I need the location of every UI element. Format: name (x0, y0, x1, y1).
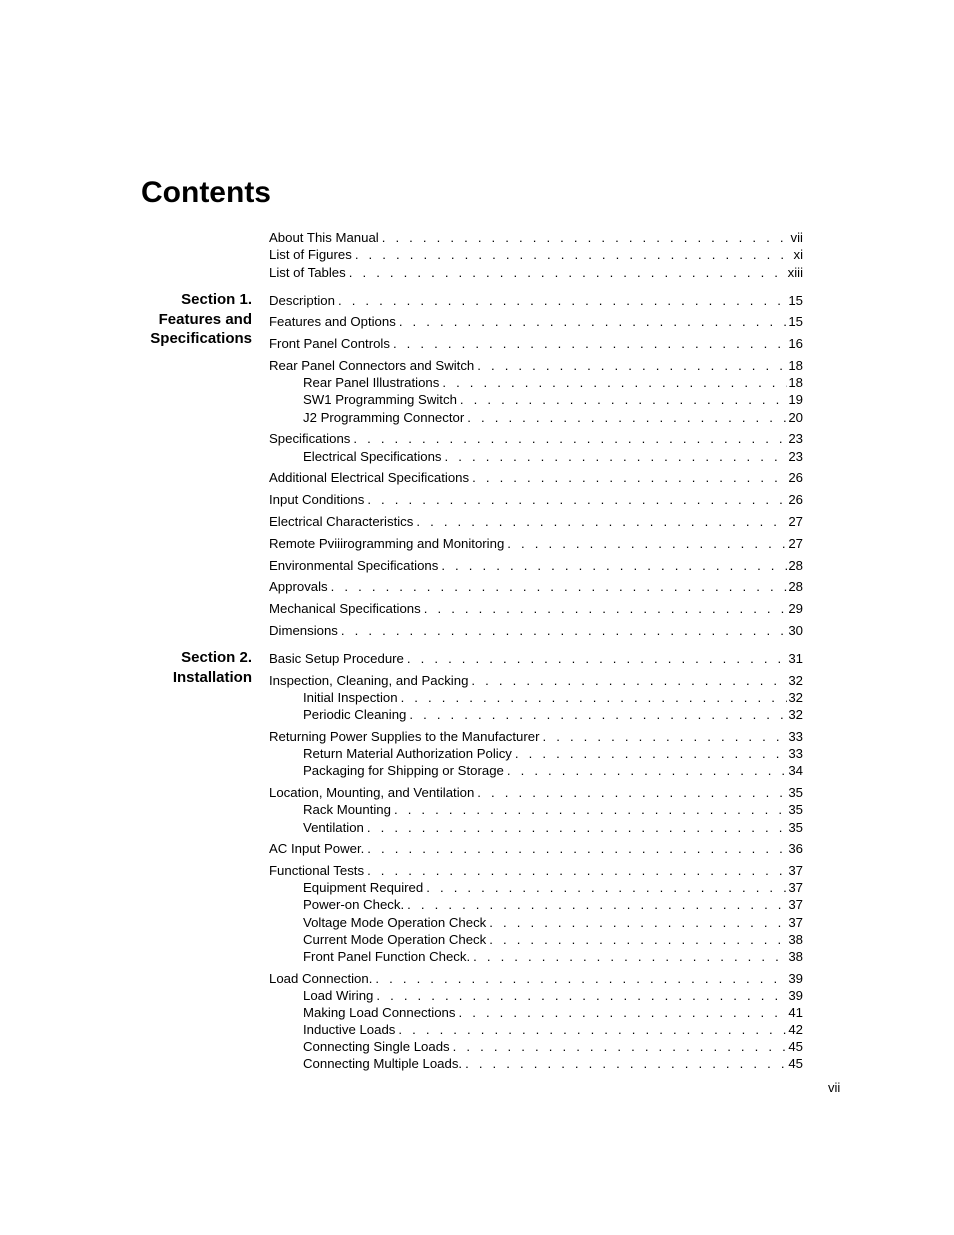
toc-leader-dots (507, 535, 787, 552)
toc-entry-list-of-figures[interactable] (269, 246, 803, 263)
toc-leader-dots (453, 1038, 788, 1055)
toc-entry-page: 34 (788, 763, 803, 778)
toc-entry-page: 41 (788, 1005, 803, 1020)
toc-entry-page: 33 (788, 729, 803, 744)
toc-entry-page: 42 (788, 1022, 803, 1037)
toc-leader-dots (416, 513, 787, 530)
toc-leader-dots (477, 784, 787, 801)
toc-leader-dots (398, 1021, 787, 1038)
toc-entry-label: Rear Panel Illustrations (303, 375, 440, 390)
toc-subentry-current-mode-operation-check[interactable] (303, 931, 803, 948)
toc-entry-page: 35 (788, 785, 803, 800)
toc-leader-dots (353, 430, 787, 447)
toc-entry-page: 39 (788, 971, 803, 986)
toc-entry-label: Front Panel Function Check. (303, 949, 471, 964)
section-1-title-line1: Features and (158, 310, 252, 328)
toc-entry-label: Basic Setup Procedure (269, 651, 404, 666)
toc-entry-page: 39 (788, 988, 803, 1003)
toc-entry-page: 33 (788, 746, 803, 761)
toc-entry-label: List of Figures (269, 247, 352, 262)
toc-subentry-front-panel-function-check[interactable] (303, 948, 803, 965)
toc-entry-page: 26 (788, 470, 803, 485)
toc-subentry-ventilation[interactable] (303, 819, 803, 836)
toc-entry-label: List of Tables (269, 265, 346, 280)
toc-leader-dots (515, 745, 787, 762)
toc-leader-dots (376, 987, 787, 1004)
toc-entry-page: 31 (788, 651, 803, 666)
toc-entry-page: 37 (788, 897, 803, 912)
toc-subentry-return-material-authorization[interactable] (303, 745, 803, 762)
toc-entry-front-panel-controls[interactable] (269, 335, 803, 352)
toc-entry-label: About This Manual (269, 230, 379, 245)
toc-entry-page: 35 (788, 820, 803, 835)
toc-entry-page: xiii (787, 265, 803, 280)
toc-leader-dots (442, 374, 787, 391)
toc-entry-page: 15 (788, 293, 803, 308)
section-1-title-line2: Specifications (150, 330, 252, 347)
toc-leader-dots (399, 313, 788, 330)
toc-entry-additional-electrical-specifications[interactable] (269, 469, 803, 486)
toc-entry-label: Rear Panel Connectors and Switch (269, 358, 475, 373)
toc-leader-dots (375, 970, 787, 987)
toc-entry-page: 45 (788, 1039, 803, 1054)
toc-entry-label: Functional Tests (269, 863, 365, 878)
toc-entry-mechanical-specifications[interactable] (269, 600, 803, 617)
toc-entry-page: 35 (788, 802, 803, 817)
toc-entry-functional-tests[interactable] (269, 862, 803, 879)
toc-entry-page: vii (790, 230, 803, 245)
toc-entry-approvals[interactable] (269, 578, 803, 595)
toc-entry-page: 32 (788, 673, 803, 688)
toc-leader-dots (465, 1055, 787, 1072)
toc-entry-label: AC Input Power. (269, 841, 365, 856)
toc-leader-dots (401, 689, 788, 706)
toc-entry-dimensions[interactable] (269, 622, 803, 639)
toc-entry-features-and-options[interactable] (269, 313, 803, 330)
toc-subentry-sw1-programming-switch[interactable] (303, 391, 803, 408)
toc-entry-page: 37 (788, 863, 803, 878)
toc-entry-page: 19 (788, 392, 803, 407)
toc-entry-label: Inspection, Cleaning, and Packing (269, 673, 469, 688)
toc-subentry-equipment-required[interactable] (303, 879, 803, 896)
toc-subentry-making-load-connections[interactable] (303, 1004, 803, 1021)
toc-entry-page: 38 (788, 949, 803, 964)
toc-entry-returning-power-supplies[interactable] (269, 728, 803, 745)
toc-entry-label: Remote Pviiirogramming and Monitoring (269, 536, 505, 551)
toc-entry-label: Load Connection. (269, 971, 373, 986)
toc-entry-page: 23 (788, 449, 803, 464)
section-2-title-line1: Installation (172, 668, 252, 686)
toc-entry-list-of-tables[interactable] (269, 264, 803, 281)
toc-entry-page: 16 (788, 336, 803, 351)
toc-leader-dots (445, 448, 788, 465)
toc-entry-label: Electrical Characteristics (269, 514, 414, 529)
section-1-heading (150, 290, 252, 349)
toc-entry-page: 45 (788, 1056, 803, 1071)
toc-leader-dots (367, 862, 787, 879)
section-2-number: Section 2. (181, 649, 252, 666)
toc-leader-dots (489, 914, 787, 931)
toc-leader-dots (341, 622, 787, 639)
toc-entry-label: Rack Mounting (303, 802, 391, 817)
toc-entry-ac-input-power[interactable] (269, 840, 803, 857)
toc-entry-label: Power-on Check. (303, 897, 405, 912)
toc-leader-dots (367, 819, 787, 836)
toc-leader-dots (393, 335, 787, 352)
toc-entry-page: 38 (788, 932, 803, 947)
toc-subentry-initial-inspection[interactable] (303, 689, 803, 706)
toc-entry-label: Connecting Multiple Loads. (303, 1056, 463, 1071)
toc-entry-page: 37 (788, 915, 803, 930)
toc-entry-description[interactable] (269, 292, 803, 309)
toc-entry-label: Dimensions (269, 623, 338, 638)
toc-entry-label: Approvals (269, 579, 328, 594)
toc-subentry-voltage-mode-operation-check[interactable] (303, 914, 803, 931)
toc-entry-page: 18 (788, 358, 803, 373)
toc-entry-label: Periodic Cleaning (303, 707, 407, 722)
toc-entry-rear-panel-connectors[interactable] (269, 357, 803, 374)
toc-entry-page: 32 (788, 707, 803, 722)
toc-subentry-electrical-specifications[interactable] (303, 448, 803, 465)
toc-entry-page: 37 (788, 880, 803, 895)
toc-entry-label: Location, Mounting, and Ventilation (269, 785, 475, 800)
toc-entry-inspection-cleaning-packing[interactable] (269, 672, 803, 689)
toc-leader-dots (543, 728, 788, 745)
toc-entry-basic-setup-procedure[interactable] (269, 650, 803, 667)
toc-entry-label: Features and Options (269, 314, 396, 329)
toc-leader-dots (382, 229, 790, 246)
page-title: Contents (141, 176, 271, 209)
toc-leader-dots (507, 762, 787, 779)
toc-leader-dots (394, 801, 787, 818)
toc-leader-dots (472, 469, 787, 486)
toc-entry-label: Description (269, 293, 335, 308)
toc-entry-page: 32 (788, 690, 803, 705)
toc-leader-dots (407, 896, 787, 913)
toc-leader-dots (355, 246, 793, 263)
toc-entry-page: 28 (788, 579, 803, 594)
toc-leader-dots (460, 391, 787, 408)
toc-entry-input-conditions[interactable] (269, 491, 803, 508)
toc-entry-label: Current Mode Operation Check (303, 932, 487, 947)
toc-subentry-packaging-shipping-storage[interactable] (303, 762, 803, 779)
toc-entry-page: 26 (788, 492, 803, 507)
toc-entry-page: 23 (788, 431, 803, 446)
toc-subentry-connecting-multiple-loads[interactable] (303, 1055, 803, 1072)
toc-subentry-rear-panel-illustrations[interactable] (303, 374, 803, 391)
toc-leader-dots (331, 578, 788, 595)
toc-subentry-power-on-check[interactable] (303, 896, 803, 913)
section-2-heading (173, 648, 252, 687)
toc-leader-dots (477, 357, 787, 374)
toc-entry-remote-programming[interactable] (269, 535, 803, 552)
toc-entry-label: Voltage Mode Operation Check (303, 915, 487, 930)
toc-leader-dots (426, 879, 787, 896)
toc-leader-dots (471, 672, 787, 689)
toc-entry-load-connection[interactable] (269, 970, 803, 987)
toc-leader-dots (424, 600, 788, 617)
toc-entry-label: Load Wiring (303, 988, 374, 1003)
toc-subentry-j2-programming-connector[interactable] (303, 409, 803, 426)
toc-entry-label: Environmental Specifications (269, 558, 439, 573)
toc-subentry-periodic-cleaning[interactable] (303, 706, 803, 723)
toc-entry-about-this-manual[interactable] (269, 229, 803, 246)
toc-leader-dots (441, 557, 787, 574)
section-1-number: Section 1. (181, 291, 252, 308)
toc-entry-label: Connecting Single Loads (303, 1039, 450, 1054)
toc-entry-label: Input Conditions (269, 492, 365, 507)
toc-entry-specifications[interactable] (269, 430, 803, 447)
toc-entry-page: 36 (788, 841, 803, 856)
toc-subentry-connecting-single-loads[interactable] (303, 1038, 803, 1055)
toc-entry-label: Making Load Connections (303, 1005, 456, 1020)
toc-entry-page: 18 (788, 375, 803, 390)
toc-leader-dots (409, 706, 787, 723)
toc-entry-label: J2 Programming Connector (303, 410, 465, 425)
toc-entry-page: 30 (788, 623, 803, 638)
toc-leader-dots (407, 650, 787, 667)
page-number: vii (828, 1080, 841, 1095)
toc-entry-label: Initial Inspection (303, 690, 398, 705)
toc-entry-label: SW1 Programming Switch (303, 392, 457, 407)
toc-entry-page: 28 (788, 558, 803, 573)
toc-entry-page: 27 (788, 514, 803, 529)
toc-entry-electrical-characteristics[interactable] (269, 513, 803, 530)
toc-leader-dots (467, 409, 787, 426)
toc-subentry-rack-mounting[interactable] (303, 801, 803, 818)
toc-entry-label: Return Material Authorization Policy (303, 746, 512, 761)
toc-entry-page: 27 (788, 536, 803, 551)
toc-entry-label: Equipment Required (303, 880, 424, 895)
toc-entry-label: Additional Electrical Specifications (269, 470, 470, 485)
toc-leader-dots (473, 948, 787, 965)
toc-entry-page: 20 (788, 410, 803, 425)
toc-leader-dots (338, 292, 787, 309)
toc-entry-label: Returning Power Supplies to the Manufacturer (269, 729, 540, 744)
toc-entry-environmental-specifications[interactable] (269, 557, 803, 574)
toc-leader-dots (367, 840, 787, 857)
toc-leader-dots (349, 264, 787, 281)
toc-entry-page: xi (793, 247, 803, 262)
toc-entry-label: Packaging for Shipping or Storage (303, 763, 504, 778)
toc-entry-label: Specifications (269, 431, 351, 446)
toc-leader-dots (367, 491, 787, 508)
toc-entry-location-mounting-ventilation[interactable] (269, 784, 803, 801)
toc-entry-page: 29 (788, 601, 803, 616)
toc-entry-label: Electrical Specifications (303, 449, 442, 464)
toc-entry-page: 15 (788, 314, 803, 329)
toc-entry-label: Inductive Loads (303, 1022, 396, 1037)
toc-entry-label: Mechanical Specifications (269, 601, 421, 616)
toc-leader-dots (489, 931, 787, 948)
toc-subentry-load-wiring[interactable] (303, 987, 803, 1004)
toc-entry-label: Ventilation (303, 820, 364, 835)
toc-entry-label: Front Panel Controls (269, 336, 390, 351)
toc-leader-dots (459, 1004, 788, 1021)
toc-subentry-inductive-loads[interactable] (303, 1021, 803, 1038)
